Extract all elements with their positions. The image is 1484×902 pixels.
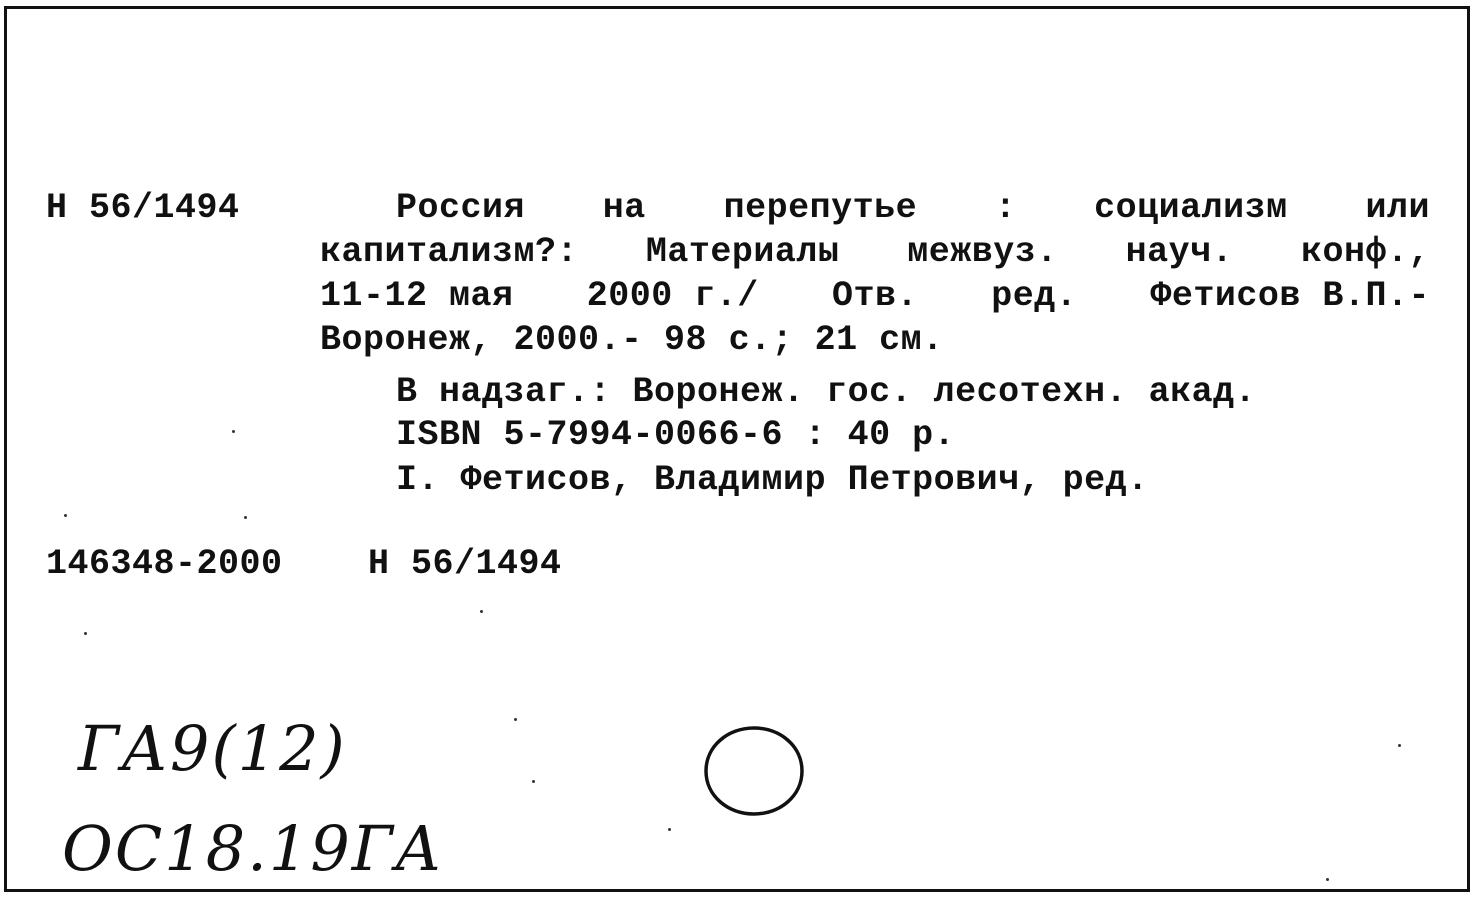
handwritten-classification: ГА9(12): [78, 712, 347, 785]
title-line-2: [320, 230, 1430, 274]
title-word: 11-12 мая: [320, 276, 514, 316]
punch-hole-circle-icon: [702, 724, 806, 818]
speck: [532, 780, 535, 783]
title-line-3: [320, 274, 1430, 318]
speck: [480, 610, 483, 613]
title-word: ред.: [991, 276, 1078, 316]
speck: [244, 516, 247, 519]
title-word: на: [602, 188, 646, 228]
title-word: Фетисов В.П.-: [1150, 276, 1430, 316]
title-word: социализм: [1094, 188, 1288, 228]
speck: [1398, 744, 1401, 747]
note-header: В надзаг.: Воронеж. гос. лесотехн. акад.: [396, 372, 1257, 412]
record-number: 146348-2000: [46, 544, 283, 584]
title-word: конф.,: [1300, 232, 1430, 272]
title-word: :: [994, 188, 1017, 228]
speck: [668, 828, 671, 831]
isbn-line: ISBN 5-7994-0066-6 : 40 р.: [396, 415, 956, 455]
speck: [232, 430, 235, 433]
speck: [64, 514, 67, 517]
title-word: 2000 г./: [586, 276, 759, 316]
title-word: капитализм?:: [320, 232, 579, 272]
shelf-mark-top: Н 56/1494: [46, 188, 240, 228]
added-entry: I. Фетисов, Владимир Петрович, ред.: [396, 460, 1149, 500]
title-word: или: [1365, 188, 1430, 228]
title-word: межвуз.: [907, 232, 1058, 272]
title-line-4: Воронеж, 2000.- 98 с.; 21 см.: [320, 320, 944, 360]
title-word: Отв.: [831, 276, 918, 316]
speck: [1326, 878, 1329, 881]
title-word: Россия: [396, 188, 526, 228]
speck: [514, 718, 517, 721]
title-word: науч.: [1125, 232, 1234, 272]
shelf-mark-bottom: Н 56/1494: [368, 544, 562, 584]
title-word: Материалы: [645, 232, 840, 272]
handwritten-code: ОС18.19ГА: [62, 812, 444, 885]
title-word: перепутье: [723, 188, 918, 228]
title-line-1: [320, 186, 1430, 230]
speck: [84, 632, 87, 635]
